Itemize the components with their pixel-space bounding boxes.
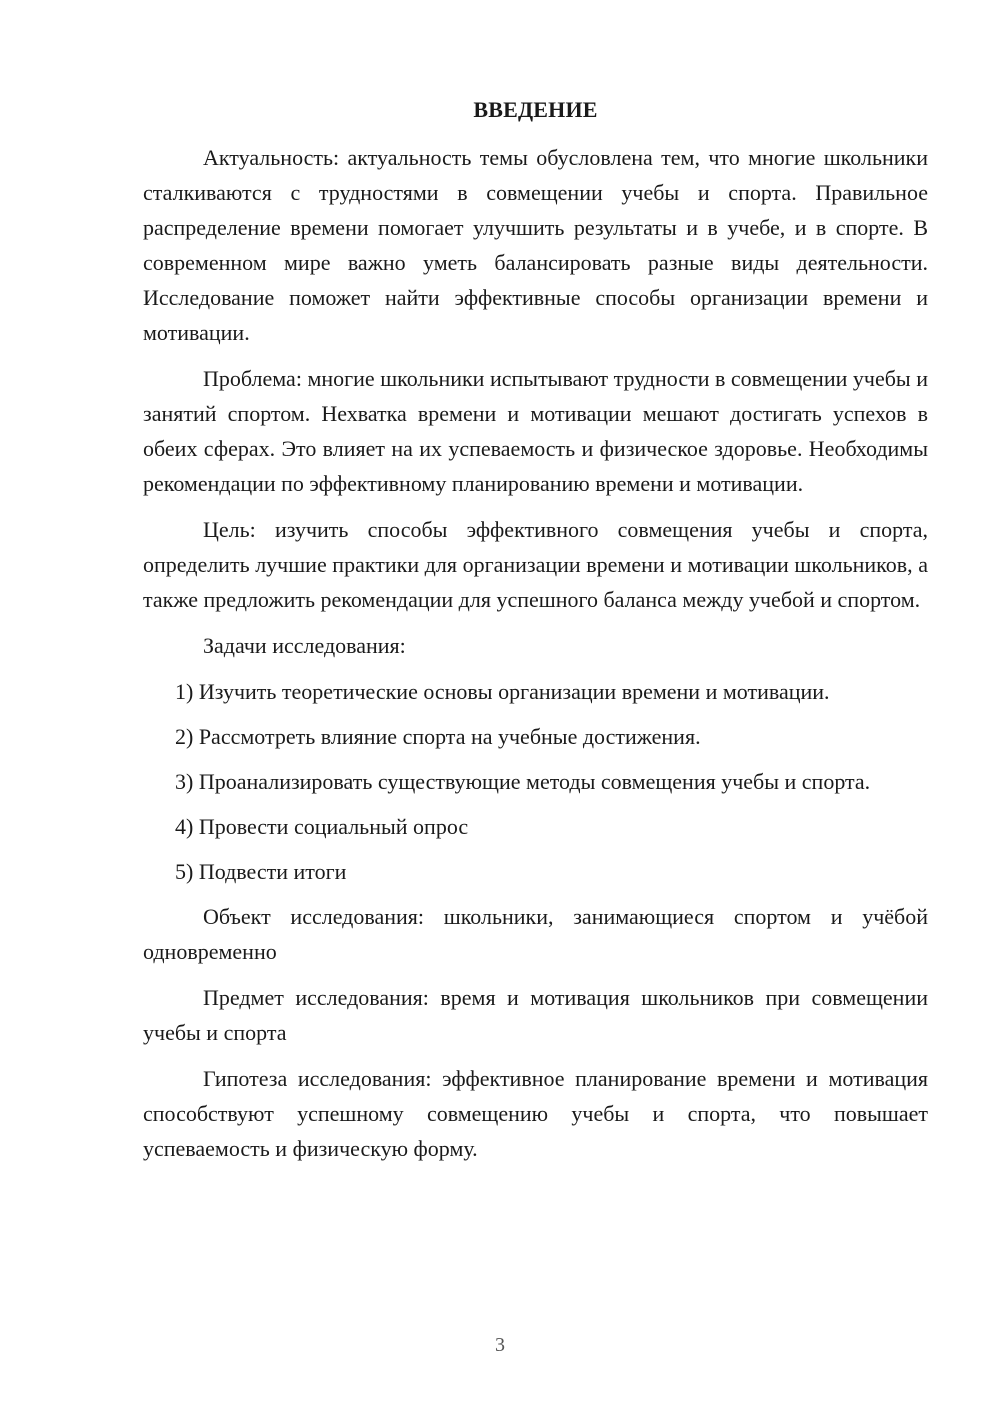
paragraph-problem: Проблема: многие школьники испытывают трудности в совмещении учебы и занятий спортом. Нехватка времени и мотивации мешают достигать успехов в обеих сферах. Это влияет на их успеваемость и физическое здоровье. Необходимы рекомендации по эффективному планированию времени и мотивации. [143,366,928,496]
page-number: 3 [495,1334,505,1356]
section-title: ВВЕДЕНИЕ [473,97,598,122]
task-item-4: 4) Провести социальный опрос [175,814,469,839]
paragraph-relevance: Актуальность: актуальность темы обусловлена тем, что многие школьники сталкиваются с трудностями в совмещении учебы и спорта. Правильное распределение времени помогает улучшить результаты и в учебе, и в спорте. В современном мире важно уметь балансировать разные виды деятельности. Исследование поможет найти эффективные способы организации времени и мотивации. [143,145,928,345]
paragraph-subject: Предмет исследования: время и мотивация школьников при совмещении учебы и спорта [143,985,928,1045]
paragraph-hypothesis: Гипотеза исследования: эффективное планирование времени и мотивация способствуют успешному совмещению учебы и спорта, что повышает успеваемость и физическую форму. [143,1066,928,1161]
paragraph-object: Объект исследования: школьники, занимающиеся спортом и учёбой одновременно [143,904,928,964]
task-item-1: 1) Изучить теоретические основы организации времени и мотивации. [175,679,830,704]
paragraph-goal: Цель: изучить способы эффективного совмещения учебы и спорта, определить лучшие практики для организации времени и мотивации школьников, а также предложить рекомендации для успешного баланса между учебой и спортом. [143,517,928,612]
tasks-heading: Задачи исследования: [203,633,406,658]
task-item-2: 2) Рассмотреть влияние спорта на учебные достижения. [175,724,701,749]
task-item-5: 5) Подвести итоги [175,859,347,884]
task-item-3: 3) Проанализировать существующие методы совмещения учебы и спорта. [175,769,871,794]
document-page [143,92,928,1177]
